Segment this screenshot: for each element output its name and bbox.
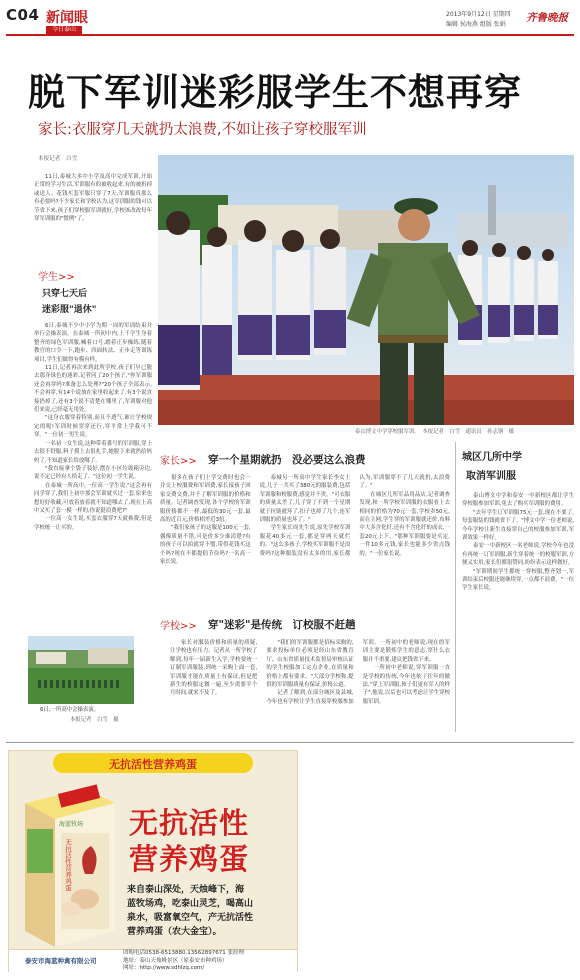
byline: 本报记者 白雪 <box>38 156 78 162</box>
paragraph: "我直接拿个袋子装好,摆在小区垃圾箱旁边,说不定已经有人拾走了。"这位初一学生说。 <box>34 465 152 481</box>
students-tag: 学生>> <box>38 272 75 283</box>
masthead <box>6 6 574 34</box>
paragraph: 很多在孩子们上学交费时也会一并交上校服费和军训费,家长接孩子回家交费交费,并不了解军训服的价格和质量。记者调查发现,各个学校的军训服价格都不一样,最低的30元一套,最高的近百元,价格相差近3倍。 <box>160 475 251 524</box>
parents-tag: 家长>> <box>160 456 197 467</box>
egg-advertisement <box>8 750 298 972</box>
sidebar-heading-2: 取消军训服 <box>466 471 516 482</box>
paragraph: 在城区几所军品用品店,记者调查发现,和一所学校军训服的衣服看上去相同的价格为70元一套,学校卖50元,而在主网,学生穿的军训服就还价,布料中大多含化纤,还有不含化纤的成衣,一套20元上下。"那种军训服要是买定,一件10多元钱,家长也能多少省点钱的。"一位家长说。 <box>359 491 450 557</box>
lead-text: 11日,泰城大多中小学及高中完成军训,开始正常的学习生活,军训服有的被收起来,有的被扔掉或送人。花钱买套军服只穿了7天,军训服真那么有必要吗?不少家长和学校认为,这军训服的钱可以节省下来,孩子们穿校服军训就好,学校该改改每年穿军训服的"惯例"了。 <box>34 174 152 223</box>
ad-desc-line: 营养鸡蛋（农大金宝）。 <box>127 927 222 937</box>
ad-headline-1: 无抗活性 <box>129 806 250 840</box>
ad-desc-line: 蓝牧场鸡，吃泰山灵芝，喝高山 <box>127 899 254 909</box>
ad-desc-line: 泉水，吸富氧空气，产无抗活性 <box>127 913 254 923</box>
issue-date: 2013年9月12日 星期四 <box>446 11 511 18</box>
parents-heading: 穿一个星期就扔 没必要这么浪费 <box>208 454 366 466</box>
ad-description <box>127 883 297 939</box>
paragraph: "我们的军训服都是招标采购的,要求投标单位必须是经山东省教育厅、山东省质量技术监督局审核认证的学生校服加工定点企业,在质量和价格上都有要求。"大部分学校称,提供的军训服质量有保证,价格公道。 <box>266 640 354 689</box>
schools-tag: 学校>> <box>160 621 197 632</box>
students-body <box>34 322 152 622</box>
students-heading-1: 只穿七天后 <box>42 289 88 299</box>
sidebar-heading-1: 城区几所中学 <box>462 452 522 463</box>
subheadline: 家长:衣服穿几天就扔太浪费,不如让孩子穿校服军训 <box>38 122 367 138</box>
paper-logo: 齐鲁晚报 <box>526 12 568 24</box>
ad-contacts <box>123 950 244 973</box>
headline: 脱下军训迷彩服学生不想再穿 <box>28 71 522 114</box>
schools-body <box>170 639 450 725</box>
main-photo-caption: 泰山博文中学穿校服军训。 本报记者 白雪 通讯员 孙志钢 摄 <box>355 429 515 435</box>
paragraph: 学生家长周先生说,原先学校军训服花40多元一套,都是穿两天就烂的。"这么多孩子,学校买军训服不是浪费吗?这种服装没有太多的用,家长都认为,军训服穿不了几天就扔,太浪费了。" <box>259 475 450 557</box>
main-photo <box>158 155 574 425</box>
masthead-rule <box>6 34 574 36</box>
ad-banner-text: 无抗活性营养鸡蛋 <box>109 758 197 771</box>
drill-performance-photo <box>28 636 134 704</box>
sidebar-body <box>462 492 574 720</box>
egg-box-image <box>15 779 119 949</box>
paragraph: "军训期间学生都统一穿校服,整齐划一,军训结束后校服还能继续穿,一点都不浪费。"一位学生家长说。 <box>462 568 574 592</box>
ad-address: 地址：泰山天烛峰景区（原泰安市种鸡场） <box>123 957 228 964</box>
paragraph: 泰山博文中学和泰安一中新校区都让学生穿校服参加军训,免去了购买军训服的费用。 <box>462 493 574 508</box>
box-text: 无抗活性营养鸡蛋 <box>64 839 72 891</box>
ad-footer <box>9 949 297 973</box>
paragraph: 6日,泰城不少中小学为期一周的军训结束并举行会操表演。在泰城一所初中内,上千学生身着整齐的绿色军训服,喊着口号,踏着正步操练,随着教官的口令一下,跑步、四面转法、正步走等训练项目,学生们做得有模有样。 <box>34 323 152 363</box>
small-photo-credit: 本报记者 白雪 摄 <box>70 717 119 723</box>
paragraph: 一名初一女生说,这种带着番号的军训服,穿上去很不舒服,料子摸上去很扎手,她脱下来就扔给妈妈了,不知道家长给放哪了。 <box>34 440 152 464</box>
paragraph: "去年学生订军训服75元一套,现在不要了,每套服装的钱就省下了。"博文中学一位老师说,今年学校让新生直接穿自己的校服参加军训,军训效果一样好。 <box>462 509 574 542</box>
section-name: 新闻眼 <box>46 10 88 26</box>
ad-divider <box>6 742 574 743</box>
parents-body <box>160 474 450 600</box>
small-photo-caption: 6日,一所高中会操表演。 <box>40 707 100 713</box>
paragraph: 家长对服装价格和质量的质疑,让学校也有压力。记者从一所学校了解到,每年一届新生入学,学校要统一订制军训服装,到统一采购上面一套,军训服才能在质量上有保证,但是把新生的校服定做一遍,至少需要半个月时间,就来不及了。 <box>170 640 258 697</box>
page-code: C04 <box>6 6 40 24</box>
military-training-photo <box>158 155 574 425</box>
ad-banner <box>53 753 253 773</box>
paragraph: 泰安一中新校区一名老师说,学校今年也没有再统一订军训服,新生穿着统一的校服军训,方便又实用,家长们都很赞同,纷纷表示这样做好。 <box>462 543 574 567</box>
ad-website: 网址：http://www.sdhlzq.com/ <box>123 965 205 971</box>
lead-paragraph <box>34 173 152 261</box>
small-photo <box>28 636 134 704</box>
ad-headline-2: 营养鸡蛋 <box>129 842 250 876</box>
paragraph: "这身衣服穿着特别,而且不透气,谁让学校规定的呢!军训时候穿穿还行,穿平常上学我可不穿。"一位初一男生说。 <box>34 415 152 439</box>
subsection-name: 今日泰山 <box>46 26 82 34</box>
paragraph: 在泰城一所高中,一位高一学生说,"这会再有同学穿了,我们上初中那会军训就买过一套,原来也想好好收藏,可放着放着就不知道哪去了,现在上高中又买了套一模一样的,你说挺浪费吧?" <box>34 482 152 514</box>
paragraph: 泰城另一所高中学生家长李女士说,儿子一共买了380元的服装费,包括军训服和校服费,感觉并不贵。"可衣服的质量太差了,儿子穿了不到一个星期就子拉链就坏了,扣子也掉了几个,连军训服的质量也坏了。" <box>259 475 351 524</box>
schools-heading: 穿"迷彩"是传统 订校服不赶趟 <box>208 619 356 631</box>
paragraph: 11日,记者再次来到此所学校,孩子们早已脱去那身绿色的迷彩,记者问了20个孩子,"你军训服还会再穿吗?准备怎么处理?"20个孩子全部表示,不会再穿,有14个说放在家里收起来了,有3个说直接扔掉了,还有3个说不清楚在哪里了,军训服对他们来说,已经毫无用处。 <box>34 365 152 414</box>
editor-credits: 编辑 侯海燕 组版 张娟 <box>446 21 506 28</box>
ad-company: 泰安市海蓝种禽有限公司 <box>25 957 97 965</box>
sidebar-box <box>455 442 574 732</box>
paragraph: 一位高一女生说,买套衣服穿7天就换费,但是学校统一让买的。 <box>34 516 152 531</box>
paragraph: "我们家孩子的这服是100元一套,偶像质量不错,可是价多少谁清楚?有的孩子可以拍就穿不惯,带得花钱买这个吗?现在不都提倡节俭吗?一名高一家长说。 <box>160 525 251 566</box>
box-brand: 海蓝牧场 <box>59 821 84 828</box>
ad-desc-line: 来自泰山深处，天烛峰下，海 <box>127 885 245 895</box>
ad-phone: 团购电话0538-6513880.13562897671 张经理 <box>123 950 244 956</box>
paragraph: 一所初中老师说,穿军训服一直是学校的传统,今年也依了往年的做法,"穿上军训服,孩子们更有军人的样子",他说,以后也可以考虑让学生穿校服军训。 <box>362 665 450 705</box>
students-heading-2: 迷彩服"退休" <box>42 305 97 315</box>
paragraph: 记者了解到,在部分城区及县城,今年也有学校让学生直接穿校服参加军训。一所初中的老师说,现在的军训主要是锻炼学生的意志,穿什么衣服并不重要,建议把钱省下来。 <box>266 640 450 705</box>
